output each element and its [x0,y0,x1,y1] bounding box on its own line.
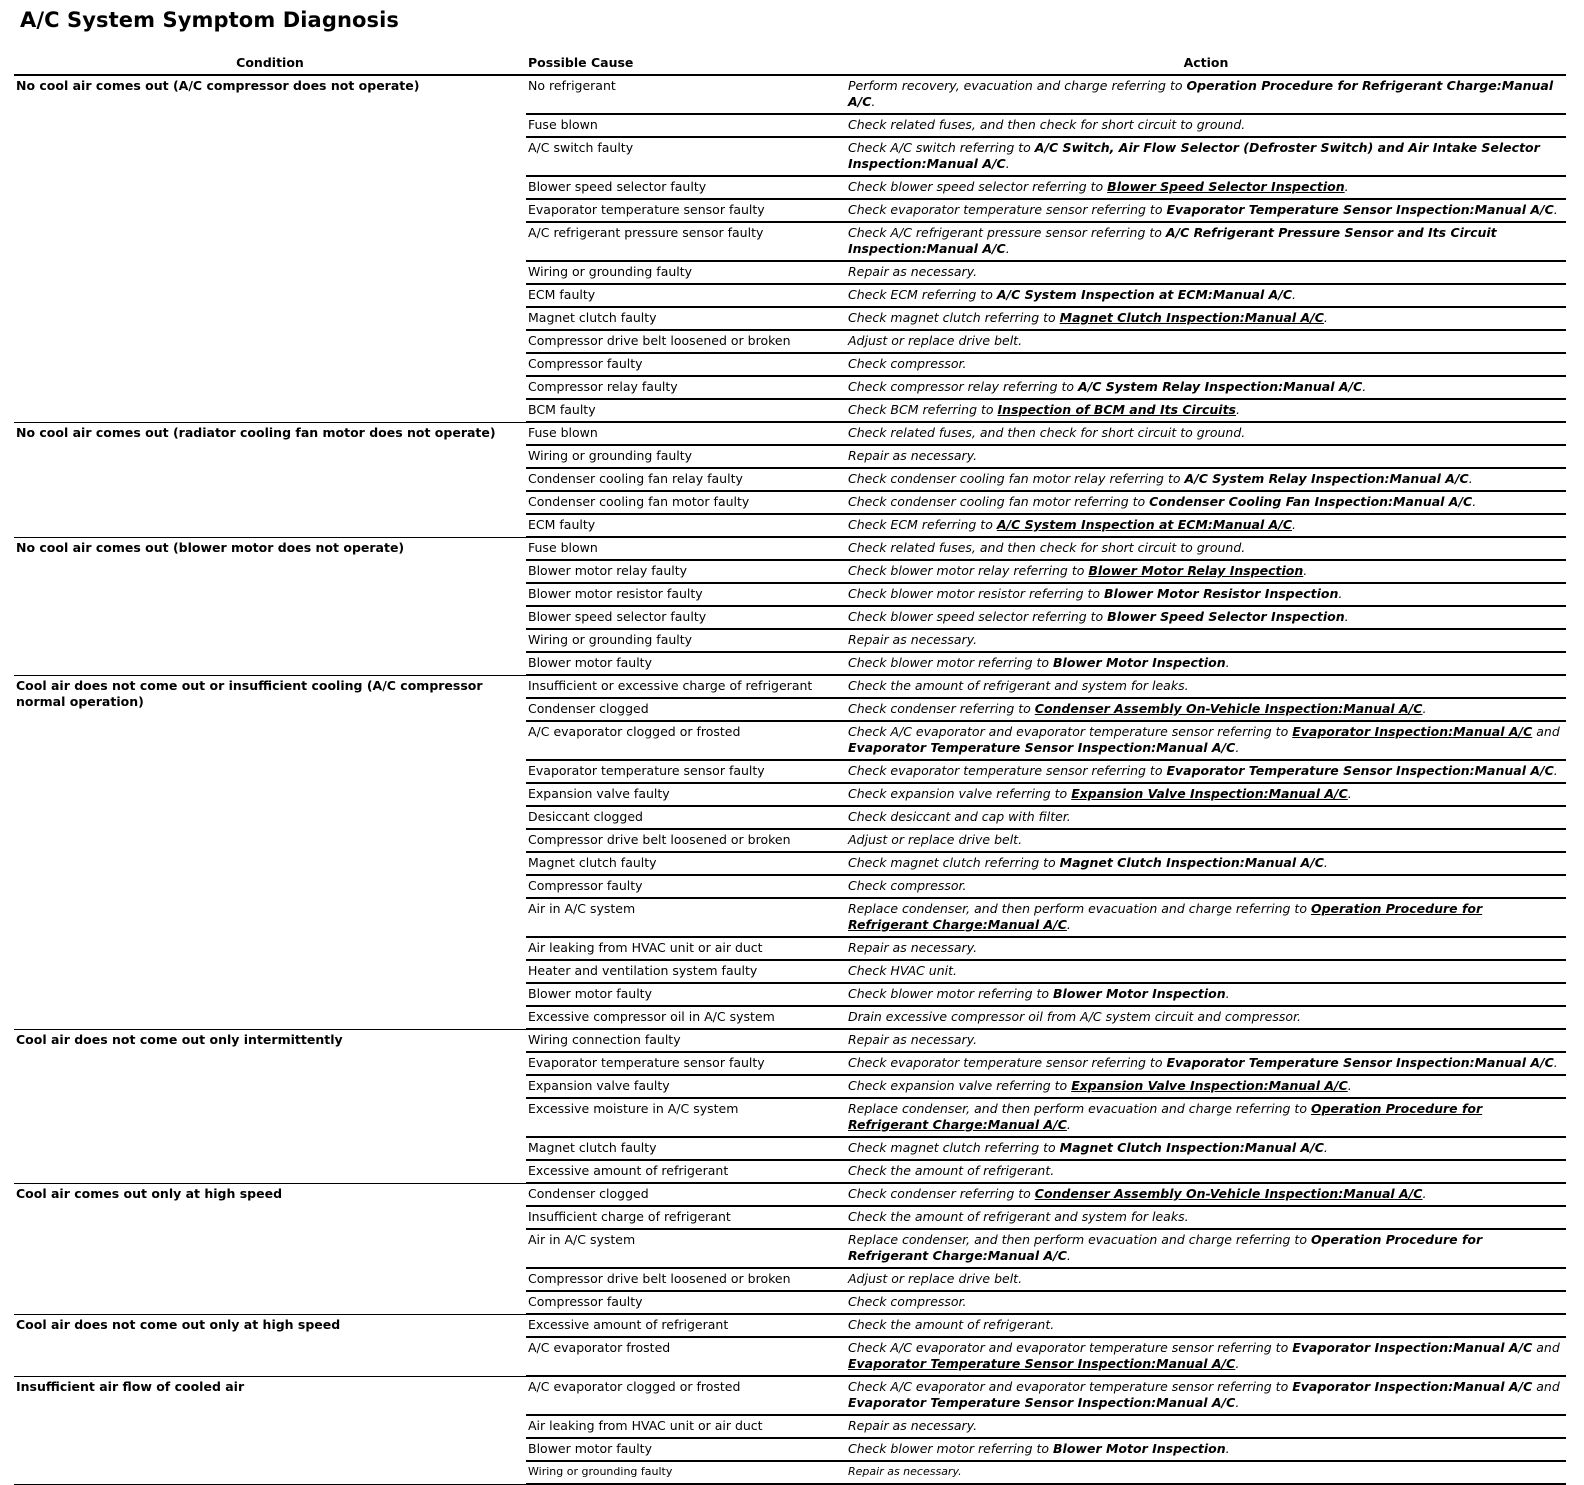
page-title: A/C System Symptom Diagnosis [20,8,400,32]
reference-title: Blower Motor Inspection [1053,1441,1226,1456]
action-text: Check blower speed selector referring to [848,179,1108,194]
action-cell [846,1337,1566,1376]
action-text: Check BCM referring to [848,402,998,417]
action-cell [846,1314,1566,1337]
possible-cause-cell: ECM faulty [526,514,846,537]
action-cell [846,1052,1566,1075]
action-cell [846,1376,1566,1415]
action-text: . [1344,609,1349,624]
possible-cause-cell: Air leaking from HVAC unit or air duct [526,1415,846,1438]
action-cell [846,422,1566,445]
reference-link[interactable]: Condenser Assembly On-Vehicle Inspection:Manual A/C [1034,701,1423,716]
action-text: and [1532,724,1560,739]
action-cell [846,960,1566,983]
possible-cause-cell: Expansion valve faulty [526,1075,846,1098]
possible-cause-cell: Wiring or grounding faulty [526,445,846,468]
action-text: Replace condenser, and then perform evacuation and charge referring to [848,1101,1311,1116]
action-cell [846,445,1566,468]
action-cell [846,698,1566,721]
action-text: . [1347,786,1352,801]
reference-link[interactable]: Expansion Valve Inspection:Manual A/C [1071,1078,1348,1093]
action-text: . [1225,1441,1230,1456]
condition-cell: Cool air does not come out only intermittently [14,1029,526,1183]
reference-link[interactable]: Inspection of BCM and Its Circuits [997,402,1236,417]
action-text: Check related fuses, and then check for short circuit to ground. [848,540,1246,555]
action-text: Drain excessive compressor oil from A/C system circuit and compressor. [848,1009,1301,1024]
possible-cause-cell: Wiring connection faulty [526,1029,846,1052]
action-text: . [1553,202,1558,217]
action-cell [846,898,1566,937]
action-text: Repair as necessary. [848,1465,962,1478]
possible-cause-cell: Wiring or grounding faulty [526,261,846,284]
action-cell [846,937,1566,960]
action-cell [846,491,1566,514]
action-text: Check blower motor referring to [848,986,1054,1001]
action-text: . [1323,310,1328,325]
action-text: and [1532,1340,1560,1355]
action-text: Check A/C switch referring to [848,140,1035,155]
reference-link[interactable]: Operation Procedure for Refrigerant Charge:Manual A/C [848,901,1483,932]
action-cell [846,560,1566,583]
action-text: Check the amount of refrigerant and system for leaks. [848,1209,1189,1224]
possible-cause-cell: No refrigerant [526,75,846,114]
action-text: Adjust or replace drive belt. [848,832,1023,847]
reference-link[interactable]: Operation Procedure for Refrigerant Charge:Manual A/C [848,1101,1483,1132]
action-text: . [1235,740,1240,755]
action-text: . [1422,1186,1427,1201]
action-text: . [1225,655,1230,670]
header-condition: Condition [14,52,526,75]
reference-link[interactable]: Expansion Valve Inspection:Manual A/C [1071,786,1348,801]
possible-cause-cell: Evaporator temperature sensor faulty [526,1052,846,1075]
possible-cause-cell: A/C evaporator clogged or frosted [526,721,846,760]
action-text: Repair as necessary. [848,1418,978,1433]
reference-title: Operation Procedure for Refrigerant Charge:Manual A/C [848,78,1554,109]
possible-cause-cell: Condenser cooling fan motor faulty [526,491,846,514]
action-text: Check evaporator temperature sensor referring to [848,1055,1167,1070]
possible-cause-cell: Air in A/C system [526,1229,846,1268]
action-text: Perform recovery, evacuation and charge referring to [848,78,1187,93]
action-text: and [1532,1379,1560,1394]
action-text: Repair as necessary. [848,940,978,955]
possible-cause-cell: Wiring or grounding faulty [526,629,846,652]
action-cell [846,114,1566,137]
action-text: Repair as necessary. [848,448,978,463]
action-cell [846,675,1566,698]
action-text: . [1338,586,1343,601]
action-cell [846,1438,1566,1461]
possible-cause-cell: Fuse blown [526,422,846,445]
reference-title: Evaporator Temperature Sensor Inspection:Manual A/C [848,740,1236,755]
condition-cell: No cool air comes out (radiator cooling fan motor does not operate) [14,422,526,537]
action-text: Check compressor relay referring to [848,379,1079,394]
action-cell [846,1098,1566,1137]
action-text: Check compressor. [848,878,967,893]
possible-cause-cell: Air leaking from HVAC unit or air duct [526,937,846,960]
table-row [14,1314,1566,1337]
possible-cause-cell: Excessive moisture in A/C system [526,1098,846,1137]
action-text: . [1468,471,1473,486]
reference-title: Evaporator Inspection:Manual A/C [1292,1340,1533,1355]
reference-title: A/C System Relay Inspection:Manual A/C [1184,471,1469,486]
action-cell [846,606,1566,629]
action-text: . [1005,156,1010,171]
action-cell [846,399,1566,422]
action-text: Check blower motor resistor referring to [848,586,1105,601]
action-cell [846,1461,1566,1484]
action-text: . [1323,855,1328,870]
action-text: Adjust or replace drive belt. [848,333,1023,348]
possible-cause-cell: Fuse blown [526,537,846,560]
possible-cause-cell: A/C evaporator frosted [526,1337,846,1376]
action-text: . [1066,1117,1071,1132]
reference-title: A/C System Relay Inspection:Manual A/C [1078,379,1363,394]
action-text: Check A/C evaporator and evaporator temperature sensor referring to [848,1340,1293,1355]
possible-cause-cell: Condenser cooling fan relay faulty [526,468,846,491]
action-text: Repair as necessary. [848,632,978,647]
action-text: Check evaporator temperature sensor referring to [848,763,1167,778]
action-cell [846,1006,1566,1029]
action-cell [846,1206,1566,1229]
action-cell [846,806,1566,829]
action-cell [846,75,1566,114]
reference-title: Blower Speed Selector Inspection [1107,609,1345,624]
action-cell [846,1268,1566,1291]
possible-cause-cell: Excessive compressor oil in A/C system [526,1006,846,1029]
possible-cause-cell: Excessive amount of refrigerant [526,1160,846,1183]
action-cell [846,261,1566,284]
table-row [14,422,1566,445]
possible-cause-cell: Compressor faulty [526,1291,846,1314]
possible-cause-cell: Heater and ventilation system faulty [526,960,846,983]
possible-cause-cell: Blower motor relay faulty [526,560,846,583]
action-cell [846,1415,1566,1438]
possible-cause-cell: Blower speed selector faulty [526,606,846,629]
action-text: Check compressor. [848,1294,967,1309]
reference-link[interactable]: Condenser Assembly On-Vehicle Inspection:Manual A/C [1034,1186,1423,1201]
action-text: . [1235,1356,1240,1371]
action-text: Check A/C refrigerant pressure sensor referring to [848,225,1166,240]
action-text: Check condenser referring to [848,1186,1035,1201]
possible-cause-cell: Wiring or grounding faulty [526,1461,846,1484]
table-body [14,75,1566,1484]
reference-link[interactable]: Blower Speed Selector Inspection [1107,179,1345,194]
reference-title: Magnet Clutch Inspection:Manual A/C [1059,855,1324,870]
possible-cause-cell: Insufficient or excessive charge of refrigerant [526,675,846,698]
action-cell [846,583,1566,606]
action-text: Check the amount of refrigerant. [848,1317,1055,1332]
action-text: Replace condenser, and then perform evacuation and charge referring to [848,1232,1311,1247]
possible-cause-cell: Condenser clogged [526,698,846,721]
possible-cause-cell: Magnet clutch faulty [526,307,846,330]
action-cell [846,353,1566,376]
action-cell [846,829,1566,852]
action-text: . [1362,379,1367,394]
diagnosis-table [14,52,1566,1485]
action-text: Check condenser cooling fan motor referring to [848,494,1150,509]
reference-title: A/C Switch, Air Flow Selector (Defroster Switch) and Air Intake Selector Inspection:Manual A/C [848,140,1540,171]
action-cell [846,721,1566,760]
action-cell [846,284,1566,307]
action-cell [846,852,1566,875]
action-cell [846,376,1566,399]
action-text: . [1303,563,1308,578]
action-text: Repair as necessary. [848,264,978,279]
possible-cause-cell: A/C refrigerant pressure sensor faulty [526,222,846,261]
action-cell [846,983,1566,1006]
action-cell [846,330,1566,353]
action-cell [846,652,1566,675]
action-text: Adjust or replace drive belt. [848,1271,1023,1286]
action-cell [846,1229,1566,1268]
action-cell [846,1029,1566,1052]
reference-link[interactable]: Blower Motor Relay Inspection [1088,563,1304,578]
table-row [14,675,1566,698]
action-cell [846,1075,1566,1098]
reference-title: A/C Refrigerant Pressure Sensor and Its Circuit Inspection:Manual A/C [848,225,1497,256]
possible-cause-cell: Blower motor faulty [526,1438,846,1461]
action-text: Check HVAC unit. [848,963,957,978]
possible-cause-cell: Blower motor faulty [526,652,846,675]
condition-cell: No cool air comes out (A/C compressor does not operate) [14,75,526,422]
table-row [14,1029,1566,1052]
action-cell [846,1183,1566,1206]
action-text: . [1235,1395,1240,1410]
reference-title: Magnet Clutch Inspection:Manual A/C [1059,1140,1324,1155]
table-row [14,1376,1566,1415]
reference-title: Evaporator Temperature Sensor Inspection:Manual A/C [1166,1055,1554,1070]
possible-cause-cell: Evaporator temperature sensor faulty [526,760,846,783]
action-text: Check blower motor relay referring to [848,563,1089,578]
action-text: . [1066,1248,1071,1263]
possible-cause-cell: Condenser clogged [526,1183,846,1206]
condition-cell: Cool air does not come out only at high speed [14,1314,526,1376]
action-cell [846,875,1566,898]
action-text: Check magnet clutch referring to [848,855,1060,870]
possible-cause-cell: Magnet clutch faulty [526,1137,846,1160]
action-text: Check the amount of refrigerant and system for leaks. [848,678,1189,693]
action-text: Check expansion valve referring to [848,1078,1072,1093]
table-row [14,537,1566,560]
action-text: . [1553,1055,1558,1070]
possible-cause-cell: A/C evaporator clogged or frosted [526,1376,846,1415]
action-text: Check condenser cooling fan motor relay referring to [848,471,1185,486]
action-text: . [871,94,876,109]
action-text: Check ECM referring to [848,517,997,532]
possible-cause-cell: Expansion valve faulty [526,783,846,806]
action-text: . [1323,1140,1328,1155]
action-cell [846,1137,1566,1160]
possible-cause-cell: Desiccant clogged [526,806,846,829]
action-cell [846,514,1566,537]
action-text: . [1344,179,1349,194]
action-text: . [1422,701,1427,716]
action-cell [846,760,1566,783]
action-text: . [1005,241,1010,256]
action-text: Check magnet clutch referring to [848,1140,1060,1155]
action-text: Repair as necessary. [848,1032,978,1047]
header-possible-cause: Possible Cause [526,52,846,75]
condition-cell: Cool air does not come out or insufficient cooling (A/C compressor normal operation) [14,675,526,1029]
reference-title: Blower Motor Inspection [1053,655,1226,670]
reference-link[interactable]: Evaporator Inspection:Manual A/C [1292,724,1533,739]
action-text: . [1292,287,1297,302]
reference-title: Evaporator Inspection:Manual A/C [1292,1379,1533,1394]
possible-cause-cell: Excessive amount of refrigerant [526,1314,846,1337]
header-action: Action [846,52,1566,75]
action-cell [846,468,1566,491]
possible-cause-cell: A/C switch faulty [526,137,846,176]
possible-cause-cell: Compressor drive belt loosened or broken [526,829,846,852]
condition-cell: Insufficient air flow of cooled air [14,1376,526,1484]
action-text: . [1225,986,1230,1001]
action-text: Check desiccant and cap with filter. [848,809,1071,824]
possible-cause-cell: Compressor faulty [526,875,846,898]
possible-cause-cell: BCM faulty [526,399,846,422]
table-row [14,75,1566,114]
action-text: . [1553,763,1558,778]
table-header-row [14,52,1566,75]
action-text: Check related fuses, and then check for short circuit to ground. [848,117,1246,132]
condition-cell: No cool air comes out (blower motor does not operate) [14,537,526,675]
possible-cause-cell: Compressor faulty [526,353,846,376]
action-text: Check blower motor referring to [848,655,1054,670]
possible-cause-cell: ECM faulty [526,284,846,307]
action-text: Check ECM referring to [848,287,997,302]
possible-cause-cell: Fuse blown [526,114,846,137]
action-text: Check A/C evaporator and evaporator temperature sensor referring to [848,724,1293,739]
action-cell [846,783,1566,806]
possible-cause-cell: Blower motor resistor faulty [526,583,846,606]
condition-cell: Cool air comes out only at high speed [14,1183,526,1314]
reference-link[interactable]: Magnet Clutch Inspection:Manual A/C [1059,310,1324,325]
action-text: Check blower motor referring to [848,1441,1054,1456]
reference-title: Blower Motor Inspection [1053,986,1226,1001]
reference-title: Blower Motor Resistor Inspection [1104,586,1339,601]
reference-title: Condenser Cooling Fan Inspection:Manual A/C [1149,494,1473,509]
action-cell [846,176,1566,199]
table-row [14,1183,1566,1206]
action-text: Check related fuses, and then check for short circuit to ground. [848,425,1246,440]
action-text: . [1066,917,1071,932]
reference-link[interactable]: A/C System Inspection at ECM:Manual A/C [996,517,1293,532]
possible-cause-cell: Evaporator temperature sensor faulty [526,199,846,222]
reference-title: Evaporator Temperature Sensor Inspection:Manual A/C [1166,763,1554,778]
action-text: Check blower speed selector referring to [848,609,1108,624]
possible-cause-cell: Blower speed selector faulty [526,176,846,199]
action-text: Check expansion valve referring to [848,786,1072,801]
possible-cause-cell: Blower motor faulty [526,983,846,1006]
reference-title: Operation Procedure for Refrigerant Charge:Manual A/C [848,1232,1483,1263]
action-cell [846,222,1566,261]
action-text: . [1292,517,1297,532]
action-text: Check condenser referring to [848,701,1035,716]
action-text: . [1472,494,1477,509]
reference-title: Evaporator Temperature Sensor Inspection:Manual A/C [848,1395,1236,1410]
action-cell [846,137,1566,176]
possible-cause-cell: Compressor drive belt loosened or broken [526,1268,846,1291]
action-text: Check magnet clutch referring to [848,310,1060,325]
possible-cause-cell: Insufficient charge of refrigerant [526,1206,846,1229]
action-text: Check A/C evaporator and evaporator temperature sensor referring to [848,1379,1293,1394]
action-cell [846,1291,1566,1314]
action-text: Check compressor. [848,356,967,371]
action-cell [846,1160,1566,1183]
action-text: Check the amount of refrigerant. [848,1163,1055,1178]
reference-title: A/C System Inspection at ECM:Manual A/C [996,287,1293,302]
possible-cause-cell: Magnet clutch faulty [526,852,846,875]
action-text: Check evaporator temperature sensor referring to [848,202,1167,217]
action-cell [846,629,1566,652]
reference-link[interactable]: Evaporator Temperature Sensor Inspection:Manual A/C [848,1356,1236,1371]
action-text: . [1347,1078,1352,1093]
action-cell [846,307,1566,330]
possible-cause-cell: Compressor relay faulty [526,376,846,399]
action-cell [846,537,1566,560]
action-text: Replace condenser, and then perform evacuation and charge referring to [848,901,1311,916]
action-cell [846,199,1566,222]
reference-title: Evaporator Temperature Sensor Inspection:Manual A/C [1166,202,1554,217]
action-text: . [1236,402,1240,417]
possible-cause-cell: Air in A/C system [526,898,846,937]
possible-cause-cell: Compressor drive belt loosened or broken [526,330,846,353]
